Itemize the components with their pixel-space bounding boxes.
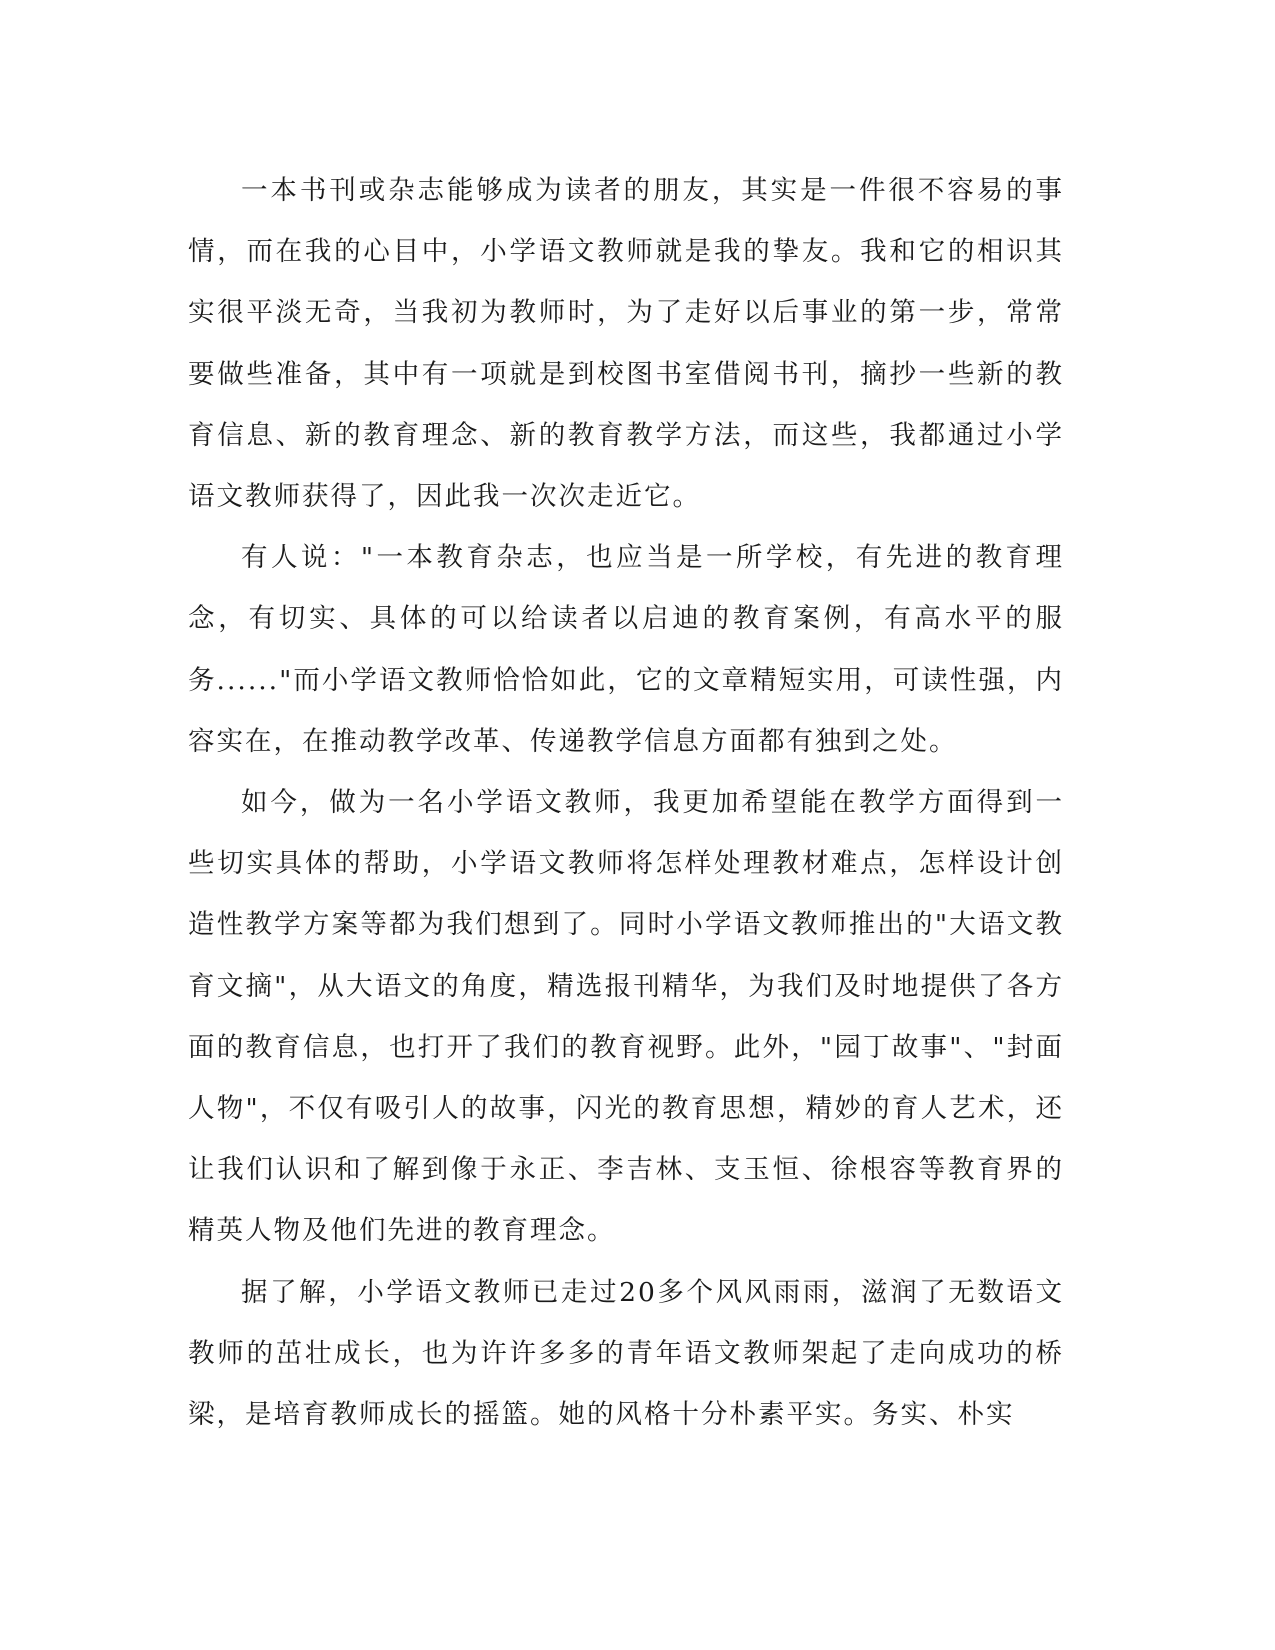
paragraph-2: 有人说："一本教育杂志，也应当是一所学校，有先进的教育理念，有切实、具体的可以给读者以启迪的教育案例，有高水平的服务......"而小学语文教师恰恰如此，它的文章精短实用，可读性强，内容实在，在推动教学改革、传递教学信息方面都有独到之处。 [188,542,1064,757]
paragraph-3: 如今，做为一名小学语文教师，我更加希望能在教学方面得到一些切实具体的帮助，小学语文教师将怎样处理教材难点，怎样设计创造性教学方案等都为我们想到了。同时小学语文教师推出的"大语文教育文摘"，从大语文的角度，精选报刊精华，为我们及时地提供了各方面的教育信息，也打开了我们的教育视野。此外，"园丁故事"、"封面人物"，不仅有吸引人的故事，闪光的教育思想，精妙的育人艺术，还让我们认识和了解到像于永正、李吉林、支玉恒、徐根容等教育界的精英人物及他们先进的教育理念。 [188,787,1064,1247]
document-body [188,160,1064,1445]
paragraph-1: 一本书刊或杂志能够成为读者的朋友，其实是一件很不容易的事情，而在我的心目中，小学语文教师就是我的挚友。我和它的相识其实很平淡无奇，当我初为教师时，为了走好以后事业的第一步，常常要做些准备，其中有一项就是到校图书室借阅书刊，摘抄一些新的教育信息、新的教育理念、新的教育教学方法，而这些，我都通过小学语文教师获得了，因此我一次次走近它。 [188,175,1064,513]
paragraph-4: 据了解，小学语文教师已走过20多个风风雨雨，滋润了无数语文教师的茁壮成长，也为许许多多的青年语文教师架起了走向成功的桥梁，是培育教师成长的摇篮。她的风格十分朴素平实。务实、朴实 [188,1276,1064,1431]
